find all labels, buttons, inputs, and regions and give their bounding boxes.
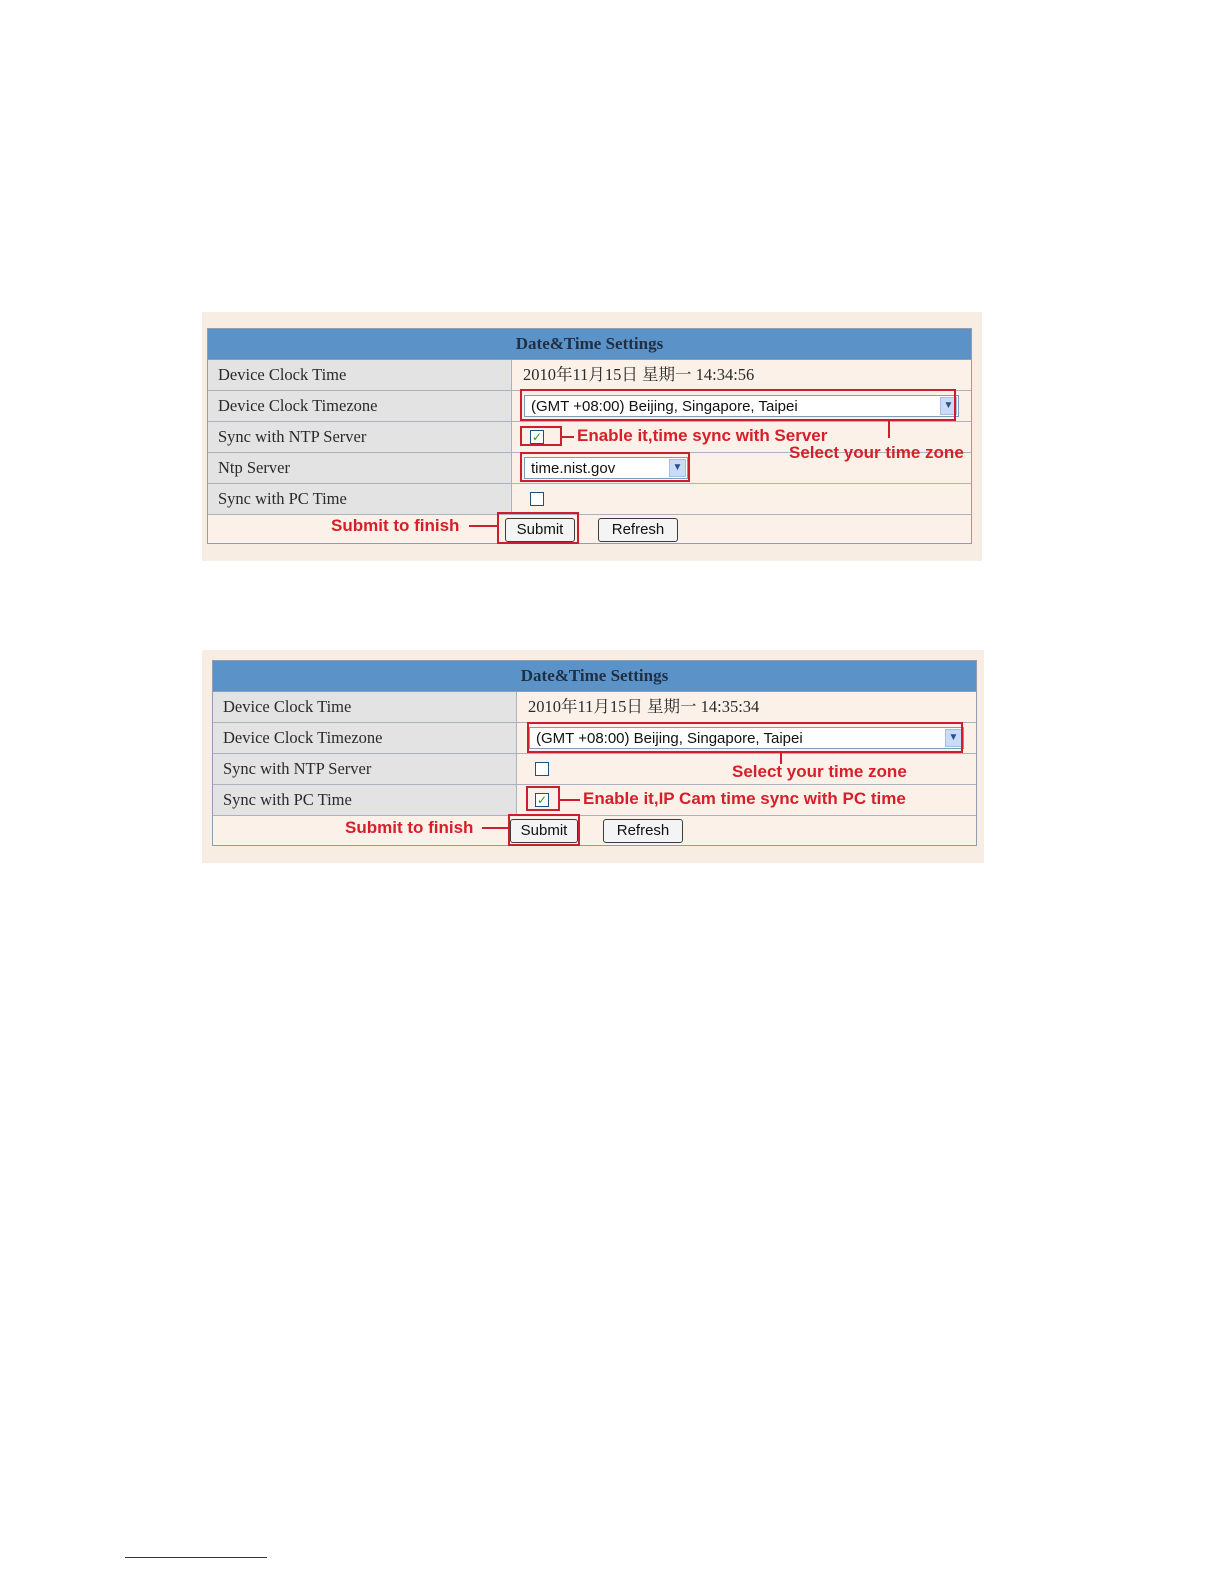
ntp-server-highlight-box xyxy=(520,452,690,482)
submit-highlight-box xyxy=(508,814,580,846)
checkmark-icon: ✓ xyxy=(531,430,543,444)
annotation-connector xyxy=(562,436,574,438)
submit-button[interactable]: Submit xyxy=(510,819,578,843)
annotation-connector xyxy=(482,827,509,829)
row-buttons xyxy=(208,515,971,545)
device-clock-time-value: 2010年11月15日 星期一 14:34:56 xyxy=(523,365,755,384)
pc-sync-checkbox[interactable] xyxy=(530,492,544,506)
footnote-separator xyxy=(125,1557,267,1558)
ntp-sync-checkbox[interactable] xyxy=(535,762,549,776)
label-sync-ntp-server: Sync with NTP Server xyxy=(208,422,512,452)
annotation-connector xyxy=(469,525,497,527)
label-device-clock-timezone: Device Clock Timezone xyxy=(208,391,512,421)
label-ntp-server: Ntp Server xyxy=(208,453,512,483)
annotation-enable-pc-sync: Enable it,IP Cam time sync with PC time xyxy=(583,789,906,808)
device-clock-time-value: 2010年11月15日 星期一 14:35:34 xyxy=(528,697,760,716)
label-device-clock-time: Device Clock Time xyxy=(213,692,517,722)
refresh-button[interactable]: Refresh xyxy=(603,819,683,843)
timezone-highlight-box xyxy=(527,722,963,753)
chevron-down-icon[interactable]: ▼ xyxy=(945,729,962,747)
annotation-connector xyxy=(560,799,580,801)
ntp-checkbox-highlight-box xyxy=(520,426,562,446)
checkmark-icon: ✓ xyxy=(536,793,548,807)
annotation-enable-ntp: Enable it,time sync with Server xyxy=(577,426,828,445)
row-device-clock-time xyxy=(208,360,971,391)
row-buttons xyxy=(213,816,976,846)
panel-title: Date&Time Settings xyxy=(213,661,976,692)
screenshot-pc-sync xyxy=(202,650,984,863)
annotation-submit: Submit to finish xyxy=(345,818,474,837)
submit-button[interactable]: Submit xyxy=(505,518,575,542)
label-device-clock-time: Device Clock Time xyxy=(208,360,512,390)
timezone-highlight-box xyxy=(520,389,956,421)
chevron-down-icon[interactable]: ▼ xyxy=(669,459,686,477)
label-sync-pc-time: Sync with PC Time xyxy=(213,785,517,815)
refresh-button[interactable]: Refresh xyxy=(598,518,678,542)
label-sync-ntp-server: Sync with NTP Server xyxy=(213,754,517,784)
submit-highlight-box xyxy=(497,512,579,544)
label-device-clock-timezone: Device Clock Timezone xyxy=(213,723,517,753)
timezone-select-value: (GMT +08:00) Beijing, Singapore, Taipei xyxy=(536,730,803,747)
panel-title: Date&Time Settings xyxy=(208,329,971,360)
timezone-select-value: (GMT +08:00) Beijing, Singapore, Taipei xyxy=(531,398,798,415)
ntp-server-select-value: time.nist.gov xyxy=(531,460,616,477)
row-sync-pc-time xyxy=(208,484,971,515)
pc-sync-checkbox-highlight-box xyxy=(526,786,560,811)
label-sync-pc-time: Sync with PC Time xyxy=(208,484,512,514)
date-time-settings-panel xyxy=(212,660,977,846)
annotation-submit: Submit to finish xyxy=(331,516,460,535)
annotation-connector xyxy=(888,421,890,438)
annotation-select-timezone: Select your time zone xyxy=(732,762,907,781)
row-device-clock-time xyxy=(213,692,976,723)
chevron-down-icon[interactable]: ▼ xyxy=(940,397,957,415)
annotation-select-timezone: Select your time zone xyxy=(789,443,964,462)
